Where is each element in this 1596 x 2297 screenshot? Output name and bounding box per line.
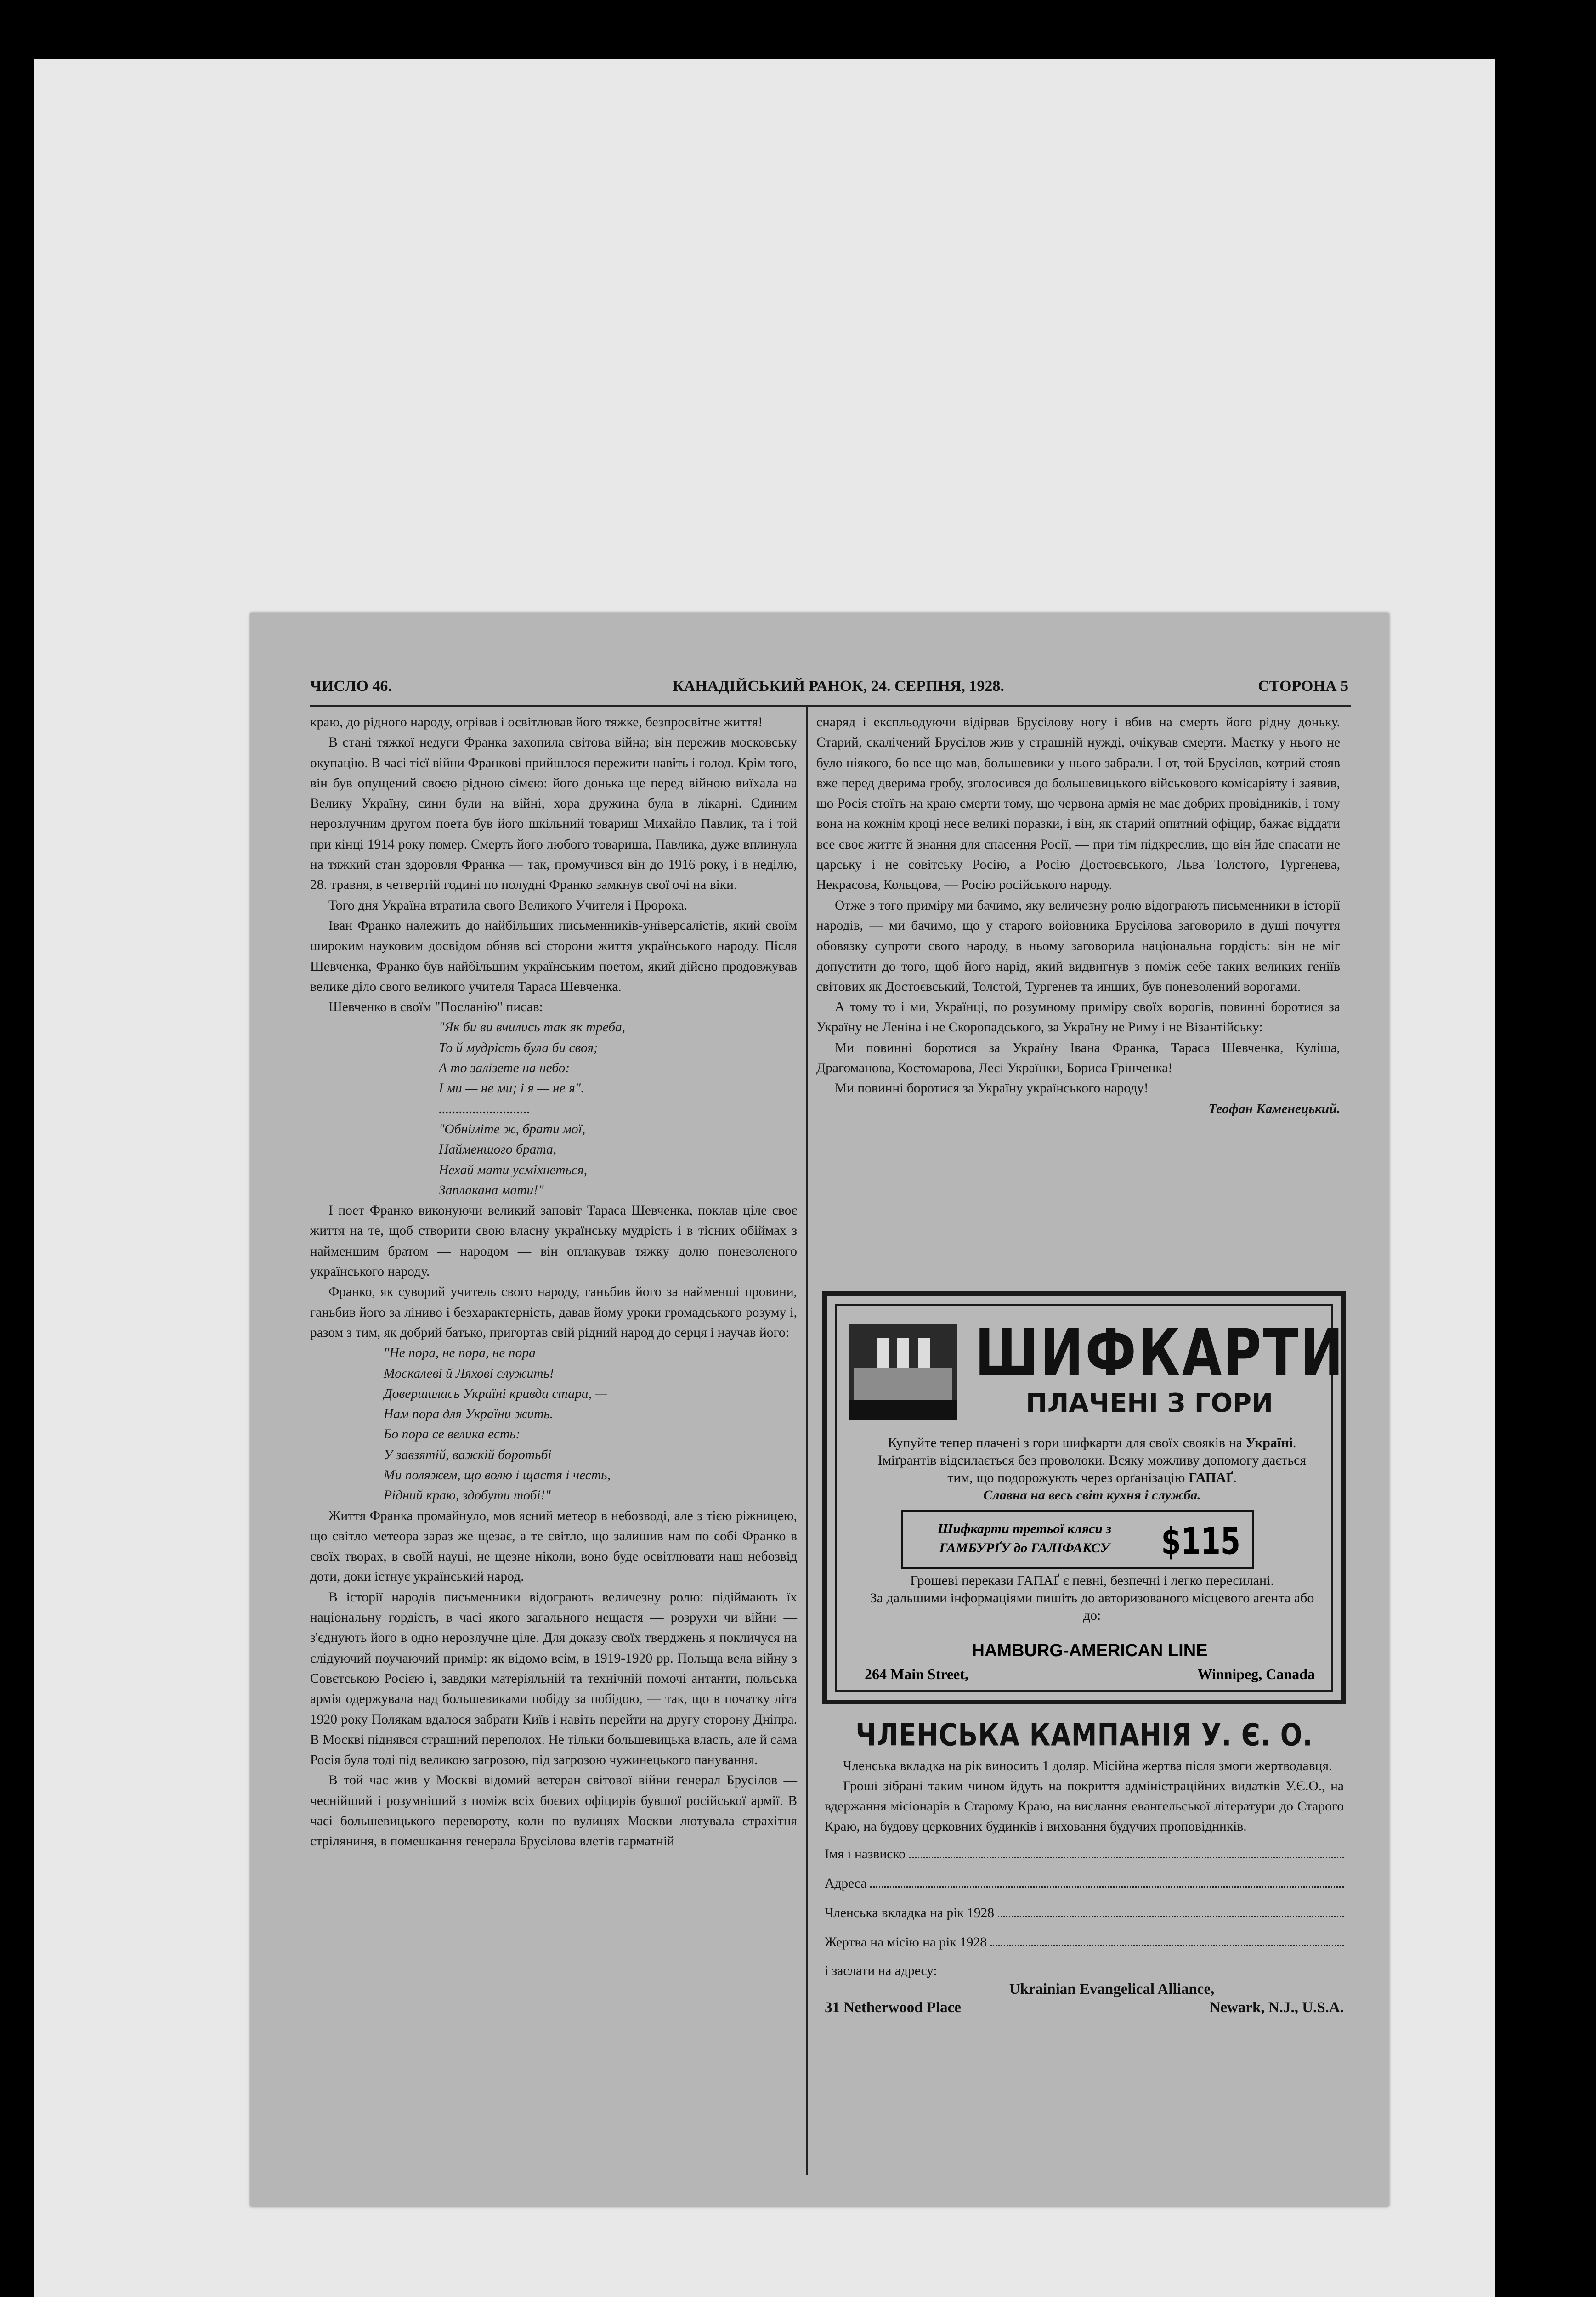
form-row [825,1873,1344,1894]
form-blank [990,1932,1344,1946]
paragraph: Іван Франко належить до найбільших письменників-універсалістів, який своїм широким науковим досвідом обняв всі сторони життя українського народу. Після Шевченка, Франко був найбільшим українським поетом, який дійсно продовжував велике діло свого великого учителя Тараса Шевченка. [310,918,797,994]
paragraph: Ми повинні боротися за Україну українського народу! [835,1081,1149,1096]
poem-line: "Обніміте ж, брати мої, [439,1121,586,1137]
author-signature: Теофан Каменецький. [1208,1101,1340,1116]
paragraph: краю, до рідного народу, огрівав і освітлював його тяжке, безпросвітне життя! [310,715,763,730]
ad-text: За дальшими інформаціями пишіть до авторизованого місцевого агента або до: [870,1590,1314,1623]
form-row [825,1903,1344,1923]
poem-shevchenko [439,1017,797,1200]
poem-franko [384,1343,797,1505]
form-label: Адреса [825,1876,867,1891]
ad-text: Купуйте тепер плачені з гори шифкарти для своїх свояків на [888,1435,1246,1450]
smokestack [918,1338,930,1370]
paragraph: Членська вкладка на рік виносить 1 доляр. Місійна жертва після змоги жертводавця. [843,1759,1332,1773]
org-city: Newark, N.J., U.S.A. [1209,1999,1344,2016]
ad-price-box [901,1510,1254,1569]
paragraph: В той час жив у Москві відомий ветеран світової війни генерал Брусілов — чеснійший і розумніший з поміж всіх боєвих офіцирів бувшої російської армії. В часі большевицького перевороту, коли по вулицях Москви лютувала страхітня стріляниня, в помешкання генерала Брусілова влетів гарматній [310,1773,797,1849]
form-row [825,1932,1344,1952]
paragraph: Ми повинні боротися за Україну Івана Франка, Тараса Шевченка, Куліша, Драгоманова, Костомарова, Лесі Українки, Бориса Грінченка! [816,1040,1340,1076]
campaign-text [825,1756,1344,1837]
poem-line: Довершилась Україні кривда стара, — [384,1386,607,1401]
issue-number: ЧИСЛО 46. [310,678,392,695]
poem-line: Нехай мати усміхнеться, [439,1162,588,1177]
poem-line: ........................... [439,1101,531,1116]
form-label: Жертва на місію на рік 1928 [825,1935,987,1950]
column-divider [806,707,808,2175]
org-address [825,1998,1344,2018]
form-blank [870,1873,1344,1888]
paragraph: Життя Франка промайнуло, мов ясний метеор в небозводі, але з тією ріжницею, що світло метеора зараз же щезає, а те світло, що залишив нам по собі Франко в своїх творах, в своїй науці, не щезне ніколи, воно буде освітлювати наш небозвід доти, доки істнує український народ. [310,1508,797,1584]
membership-campaign [825,1717,1344,2018]
poem-line: То й мудрість була би своя; [439,1040,598,1055]
paragraph: Отже з того приміру ми бачимо, яку величезну ролю відограють письменники в історії народів, — ми бачимо, що у старого войовника Брусілова заговорило в душі почуття обовязку супроти свого народу, в ньому заговорила національна гордість: він не міг допустити до того, щоб його нарід, який видвигнув з поміж себе таких великих геніїв світових як Достоєвський, Толстой, Тургенев та инших, був поневолений ворогами. [816,898,1340,994]
ad-price: $115 [1161,1519,1240,1563]
header-rule [310,705,1351,707]
poem-line: Рідний краю, здобути тобі!" [384,1488,551,1503]
paragraph: В історії народів письменники відограють величезну ролю: підіймають їх національну гордість, в часі якого загального нещастя — розрухи чи війни — з'єднують його в одно нерозлучне ціле. Для доказу своїх тверджень я покличуся на слідуючий поучаючий примір: як відомо всім, в 1919-1920 рр. Польща вела війну з Совєтською Росією і, завдяки матеріяльній та технічній помочі антанти, польська армія одержувала над большевиками побіду за побідою, — так, що в початку літа 1920 року Полякам вдалося забрати Київ і навіть перейти на другу сторону Дніпра. В Москві піднявся страшний переполох. Не тільки большевицька власть, але й сама Росія була тоді під великою загрозою, під загрозою чужинецького панування. [310,1590,797,1768]
paragraph: Гроші зібрані таким чином йдуть на покриття адміністраційних видатків У.Є.О., на вдержання місіонарів в Старому Краю, на вислання евангельської літератури до Старого Краю, на будову церковних будинків і виховання будучих проповідників. [825,1779,1344,1834]
newspaper-page [250,613,1389,2206]
paragraph: В стані тяжкої недуги Франка захопила світова війна; він пережив московську окупацію. В часі тієї війни Франкові прийшлося пережити навіть і голод. Крім того, він був опущений своєю рідною сімєю: його донька ще перед війною виїхала на Велику Україну, сини були на війні, хора дружина була в лікарні. Єдиним нерозлучним другом поета був його шкільний товариш Михайло Павлик, та і той при кінці 1914 року помер. Смерть його любого товариша, Павлика, дуже вплинула на тяжкий стан здоровля Франка — так, промучився він до 1916 року, і в неділю, 28. травня, в четвертій годині по полудні Франко замкнув свої очі на віки. [310,735,797,893]
page-header [310,678,1348,701]
poem-line: Бо пора се велика есть: [384,1427,521,1442]
ad-company: HAMBURG-AMERICAN LINE [972,1641,1208,1660]
ship-hull [849,1400,957,1420]
ad-text-bold: ГАПАҐ [1188,1470,1234,1485]
ad-text-bold: Україні [1245,1435,1293,1450]
ad-box-text: Шифкарти третьої кляси з ГАМБУРҐУ до ГАЛІФАКСУ [937,1521,1112,1556]
shipcard-advertisement [822,1291,1346,1704]
ad-body-2 [869,1572,1315,1624]
paragraph: Шевченко в своїм "Посланію" писав: [328,1000,543,1015]
poem-line: І ми — не ми; і я — не я". [439,1081,584,1096]
ad-body [869,1434,1315,1504]
right-column [816,712,1340,1119]
form-label: Членська вкладка на рік 1928 [825,1906,995,1920]
ad-street: 264 Main Street, [865,1666,969,1682]
ad-address [865,1666,1315,1683]
form-label: Імя і назвиско [825,1847,906,1861]
smokestack [877,1338,889,1370]
paragraph: Франко, як суворий учитель свого народу, ганьбив його за найменші провини, ганьбив його за ліниво і безхарактерність, давав йому уроки громадського розуму і, разом з тим, як добрий батько, пригортав свій рідний народ до серця і научав його: [310,1284,797,1340]
form-row [825,1844,1344,1864]
org-street: 31 Netherwood Place [825,1999,961,2016]
steamship-illustration [849,1324,957,1420]
poem-line: Москалеві й Ляхові служить! [384,1366,554,1381]
ad-text: Грошеві перекази ГАПАҐ є певні, безпечні і легко пересилані. [910,1573,1274,1588]
campaign-title: ЧЛЕНСЬКА КАМПАНІЯ У. Є. О. [855,1717,1313,1754]
ad-text: . Іміґрантів відсилається без проволоки. Всяку можливу допомогу дається тим, що подорожують через орґанізацію [877,1435,1307,1485]
poem-line: Нам пора для України жить. [384,1407,554,1422]
campaign-form [825,1844,1344,1952]
page-number: СТОРОНА 5 [1258,678,1348,695]
smokestack [897,1338,909,1370]
paragraph: Того дня Україна втратила свого Великого Учителя і Пророка. [328,898,687,913]
poem-line: А то залізете на небо: [439,1061,570,1076]
paragraph: А тому то і ми, Українці, по розумному приміру своїх ворогів, повинні боротися за Україну не Леніна і не Скоропадського, за Україну не Риму і не Візантійську: [816,1000,1340,1035]
form-blank [998,1903,1344,1917]
paragraph: І поет Франко виконуючи великий заповіт Тараса Шевченка, поклав ціле своє життя на те, щоб створити свою власну українську мудрість і в тісних обіймах з найменшим братом — народом — він оплакував тяжку долю поневоленого українського народу. [310,1203,797,1279]
ad-slogan: Славна на весь світ кухня і служба. [983,1488,1201,1503]
ad-subtitle: ПЛАЧЕНІ З ГОРИ [1026,1388,1273,1418]
ad-text: . [1233,1470,1237,1485]
poem-line: Найменшого брата, [439,1142,557,1157]
paragraph: снаряд і експльодуючи відірвав Брусілову ногу і вбив на смерть його рідну доньку. Старий, скалічений Брусілов жив у страшній нужді, очікував смерти. Маєтку у нього не було ніякого, бо все що мав, большевики у нього забрали. І от, той Брусілов, котрий стояв вже перед дверима гробу, зголосився до большевицького військового комісаріяту і заявив, що Росія стоїть на краю смерти тому, що червона армія не має добрих провідників, і тому вона на кожнім кроці несе великі поразки, і він, як старий опитний офіцир, бажає віддати все своє життє й знання для спасення Росії, — при тім підкреслив, що він йде спасати не царську і не совітську Росію, а Росію Достоєвського, Льва Толстого, Тургенева, Некрасова, Кольцова, — Росію російського народу. [816,715,1340,893]
masthead: КАНАДІЙСЬКИЙ РАНОК, 24. СЕРПНЯ, 1928. [673,678,1004,695]
org-name: Ukrainian Evangelical Alliance, [1009,1981,1215,1997]
poem-line: "Як би ви вчились так як треба, [439,1020,626,1035]
form-blank [909,1844,1344,1858]
poem-line: "Не пора, не пора, не пора [384,1346,536,1361]
ad-city: Winnipeg, Canada [1197,1666,1315,1682]
ad-title: ШИФКАРТИ [975,1316,1345,1391]
ad-inner-border [835,1304,1345,1692]
send-to: і заслати на адресу: [825,1963,937,1978]
poem-line: Ми поляжем, що волю і щастя і честь, [384,1467,611,1482]
poem-line: Заплакана мати!" [439,1182,544,1198]
left-column [310,712,797,1852]
poem-line: У завзятій, важкій боротьбі [384,1447,552,1462]
